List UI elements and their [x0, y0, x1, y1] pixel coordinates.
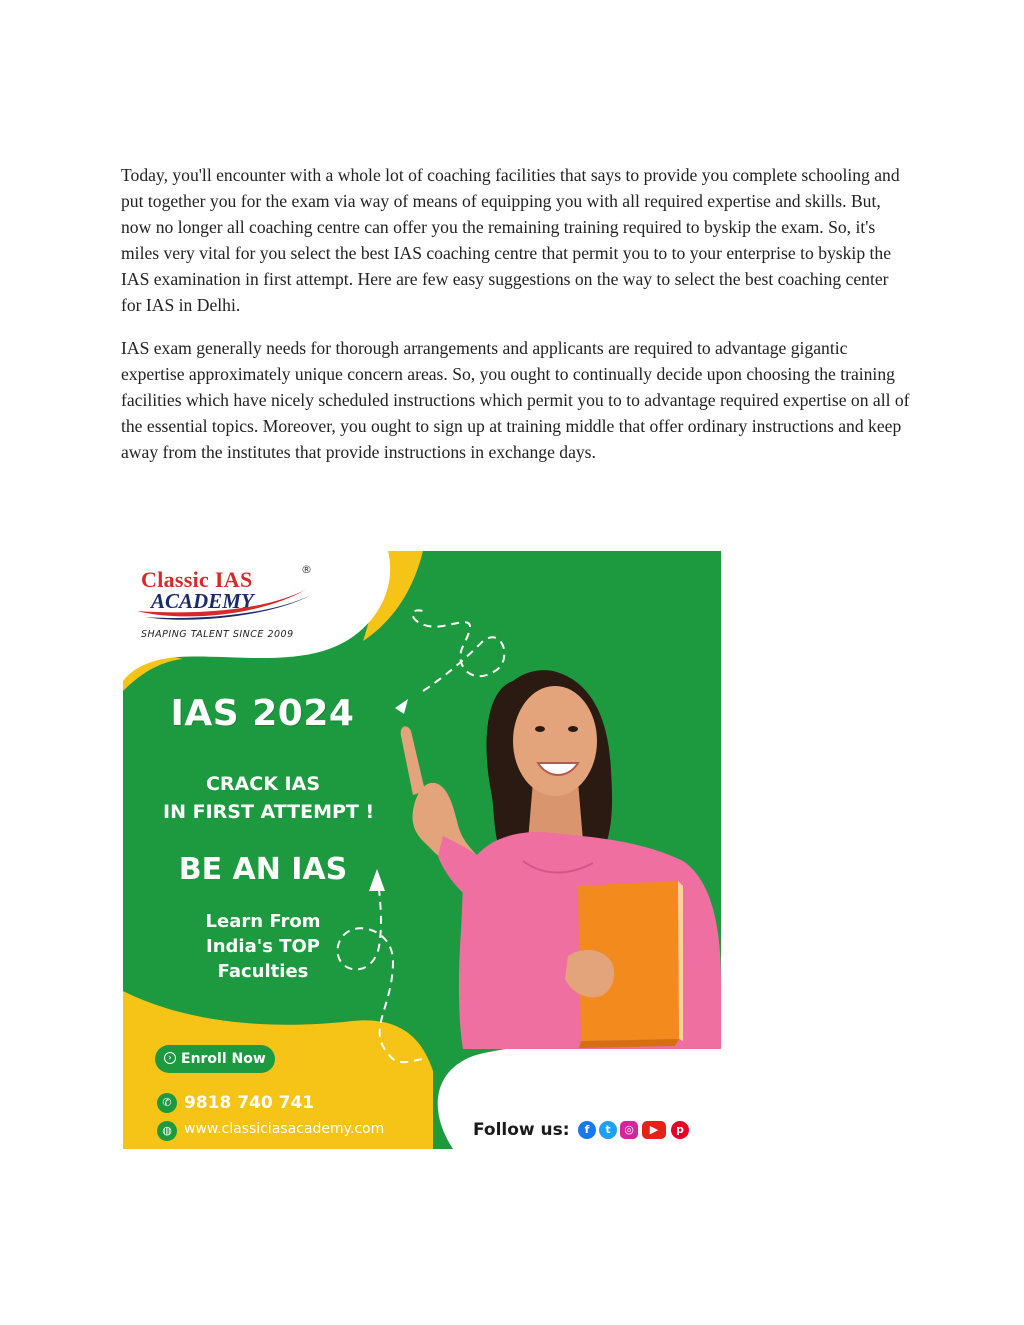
crack-ias-line2: IN FIRST ATTEMPT ! [163, 801, 375, 823]
website-link[interactable] [157, 1121, 384, 1137]
phone-icon: ✆ [157, 1093, 177, 1113]
be-an-ias-text: BE AN IAS [178, 852, 348, 887]
academy-logo [141, 563, 321, 647]
follow-us-label: Follow us: [473, 1120, 570, 1140]
logo-swoosh [135, 581, 315, 621]
headline-ias-2024: IAS 2024 [170, 693, 355, 734]
enroll-now-button[interactable] [155, 1045, 275, 1073]
article-paragraph-2: IAS exam generally needs for thorough arrangements and applicants are required to advantage gigantic expertise approximately unique concern areas. So, you ought to continually decide upon choosing the training facilities which have nicely scheduled instructions which permit you to to advantage required expertise on all of the essential topics. Moreover, you ought to sign up at training middle that offer ordinary instructions and keep away from the institutes that provide instructions in exchange days. [121, 338, 910, 462]
logo-text-line1: Classic IAS [141, 567, 253, 592]
article-paragraph-1: Today, you'll encounter with a whole lot of coaching facilities that says to provide you complete schooling and put together you for the exam via way of means of equipping you with all required expertise and skills. But, now no longer all coaching centre can offer you the remaining training required to byskip the exam. So, it's miles very vital for you select the best IAS coaching centre that permit you to to your enterprise to byskip the IAS examination in first attempt. Here are few easy suggestions on the way to select the best coaching center for IAS in Delhi. [121, 165, 900, 315]
crack-ias-line1: CRACK IAS [205, 773, 321, 795]
website-url: www.classiciasacademy.com [184, 1121, 385, 1137]
learn-line2: India's TOP [206, 936, 320, 957]
enroll-now-label: Enroll Now [181, 1051, 266, 1067]
twitter-icon[interactable]: t [599, 1121, 617, 1139]
play-circle-icon: › [164, 1052, 176, 1064]
phone-number: 9818 740 741 [184, 1093, 315, 1113]
phone-contact[interactable] [157, 1093, 314, 1113]
registered-mark: ® [301, 563, 312, 576]
globe-icon: ◍ [157, 1121, 177, 1141]
logo-tagline: SHAPING TALENT SINCE 2009 [141, 629, 294, 640]
learn-line3: Faculties [217, 961, 309, 982]
logo-text-line2: ACADEMY [151, 589, 254, 613]
learn-line1: Learn From [205, 911, 321, 932]
youtube-icon[interactable]: ▶ [642, 1121, 666, 1139]
promo-poster [123, 551, 721, 1149]
pinterest-icon[interactable]: p [671, 1121, 689, 1139]
instagram-icon[interactable]: ◎ [620, 1121, 638, 1139]
facebook-icon[interactable]: f [578, 1121, 596, 1139]
